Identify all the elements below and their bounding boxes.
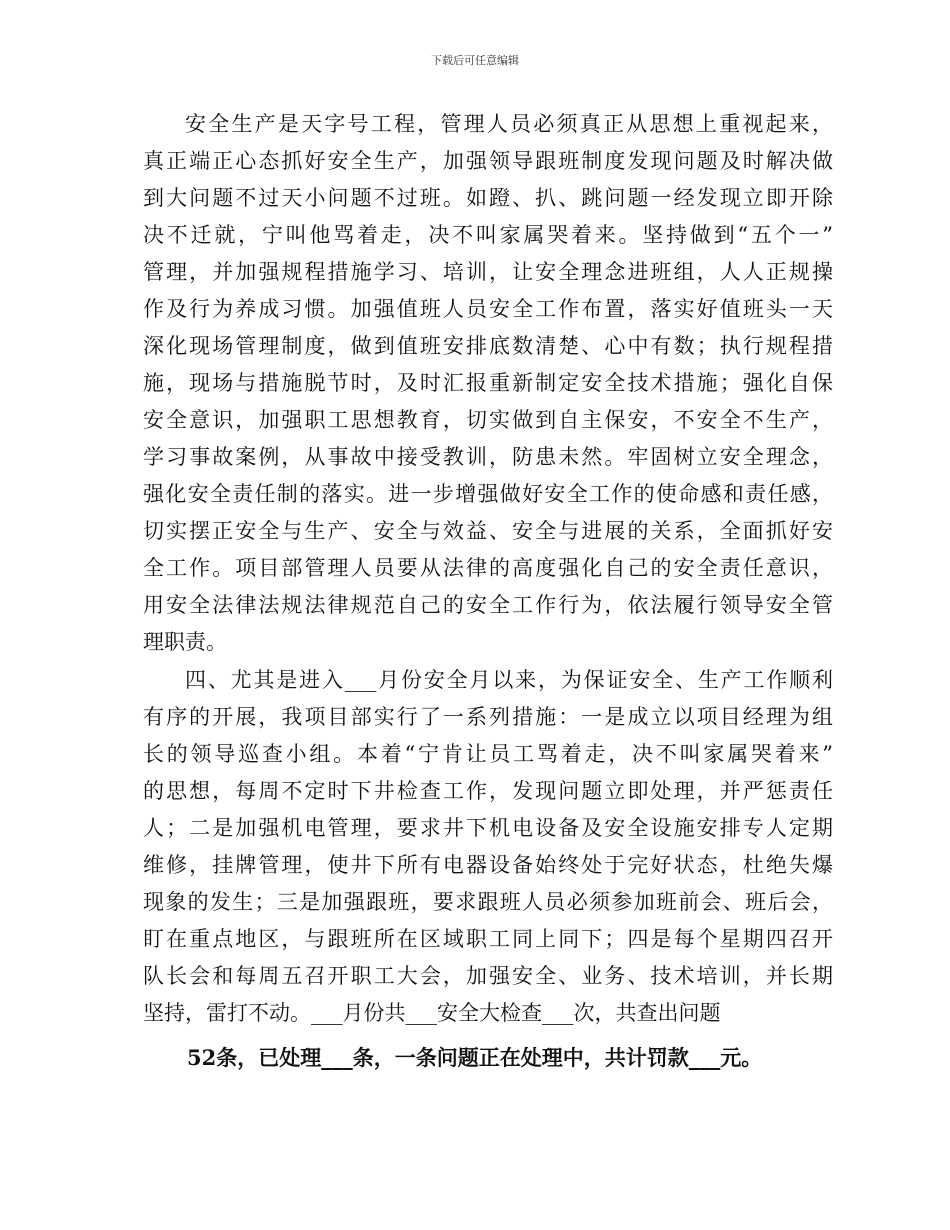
paragraph-line: 有序的开展，我项目部实行了一系列措施：一是成立以项目经理为组 bbox=[143, 705, 833, 729]
paragraph-line: 到大问题不过天小问题不过班。如蹬、扒、跳问题一经发现立即开除 bbox=[143, 186, 833, 210]
paragraph-1 bbox=[143, 106, 833, 661]
summary-line: 52条，已处理___条，一条问题正在处理中，共计罚款___元。 bbox=[187, 1045, 763, 1070]
paragraph-line: 作及行为养成习惯。加强值班人员安全工作布置，落实好值班头一天 bbox=[143, 297, 833, 321]
paragraph-line: 切实摆正安全与生产、安全与效益、安全与进展的关系，全面抓好安 bbox=[143, 519, 833, 543]
page-header: 下载后可任意编辑 bbox=[431, 54, 519, 67]
paragraph-line: 坚持，雷打不动。___月份共___安全大检查___次，共查出问题 bbox=[143, 1001, 721, 1025]
paragraph-line: 人；二是加强机电管理，要求井下机电设备及安全设施安排专人定期 bbox=[143, 816, 833, 840]
paragraph-line: 安全生产是天字号工程，管理人员必须真正从思想上重视起来， bbox=[185, 112, 833, 136]
paragraph-line: 的思想，每周不定时下井检查工作，发现问题立即处理，并严惩责任 bbox=[143, 779, 833, 803]
paragraph-line: 用安全法律法规法律规范自己的安全工作行为，依法履行领导安全管 bbox=[143, 593, 833, 617]
paragraph-2 bbox=[143, 662, 833, 1032]
paragraph-line: 长的领导巡查小组。本着“宁肯让员工骂着走，决不叫家属哭着来” bbox=[143, 742, 833, 766]
paragraph-line: 安全意识，加强职工思想教育，切实做到自主保安，不安全不生产， bbox=[143, 408, 833, 432]
paragraph-line: 决不迁就，宁叫他骂着走，决不叫家属哭着来。坚持做到“五个一” bbox=[143, 223, 833, 247]
paragraph-line: 现象的发生；三是加强跟班，要求跟班人员必须参加班前会、班后会， bbox=[143, 890, 833, 914]
paragraph-line: 真正端正心态抓好安全生产，加强领导跟班制度发现问题及时解决做 bbox=[143, 149, 833, 173]
paragraph-line: 管理，并加强规程措施学习、培训，让安全理念进班组，人人正规操 bbox=[143, 260, 833, 284]
paragraph-line: 全工作。项目部管理人员要从法律的高度强化自己的安全责任意识， bbox=[143, 556, 833, 580]
paragraph-line: 四、尤其是进入___月份安全月以来，为保证安全、生产工作顺利 bbox=[185, 668, 833, 692]
paragraph-line: 施，现场与措施脱节时，及时汇报重新制定安全技术措施；强化自保 bbox=[143, 371, 833, 395]
paragraph-line: 理职责。 bbox=[143, 630, 227, 654]
paragraph-line: 维修，挂牌管理，使井下所有电器设备始终处于完好状态，杜绝失爆 bbox=[143, 853, 833, 877]
paragraph-line: 深化现场管理制度，做到值班安排底数清楚、心中有数；执行规程措 bbox=[143, 334, 833, 358]
paragraph-line: 强化安全责任制的落实。进一步增强做好安全工作的使命感和责任感， bbox=[143, 482, 833, 506]
paragraph-line: 学习事故案例，从事故中接受教训，防患未然。牢固树立安全理念， bbox=[143, 445, 833, 469]
paragraph-line: 盯在重点地区，与跟班所在区域职工同上同下；四是每个星期四召开 bbox=[143, 927, 833, 951]
paragraph-line: 队长会和每周五召开职工大会，加强安全、业务、技术培训，并长期 bbox=[143, 964, 833, 988]
